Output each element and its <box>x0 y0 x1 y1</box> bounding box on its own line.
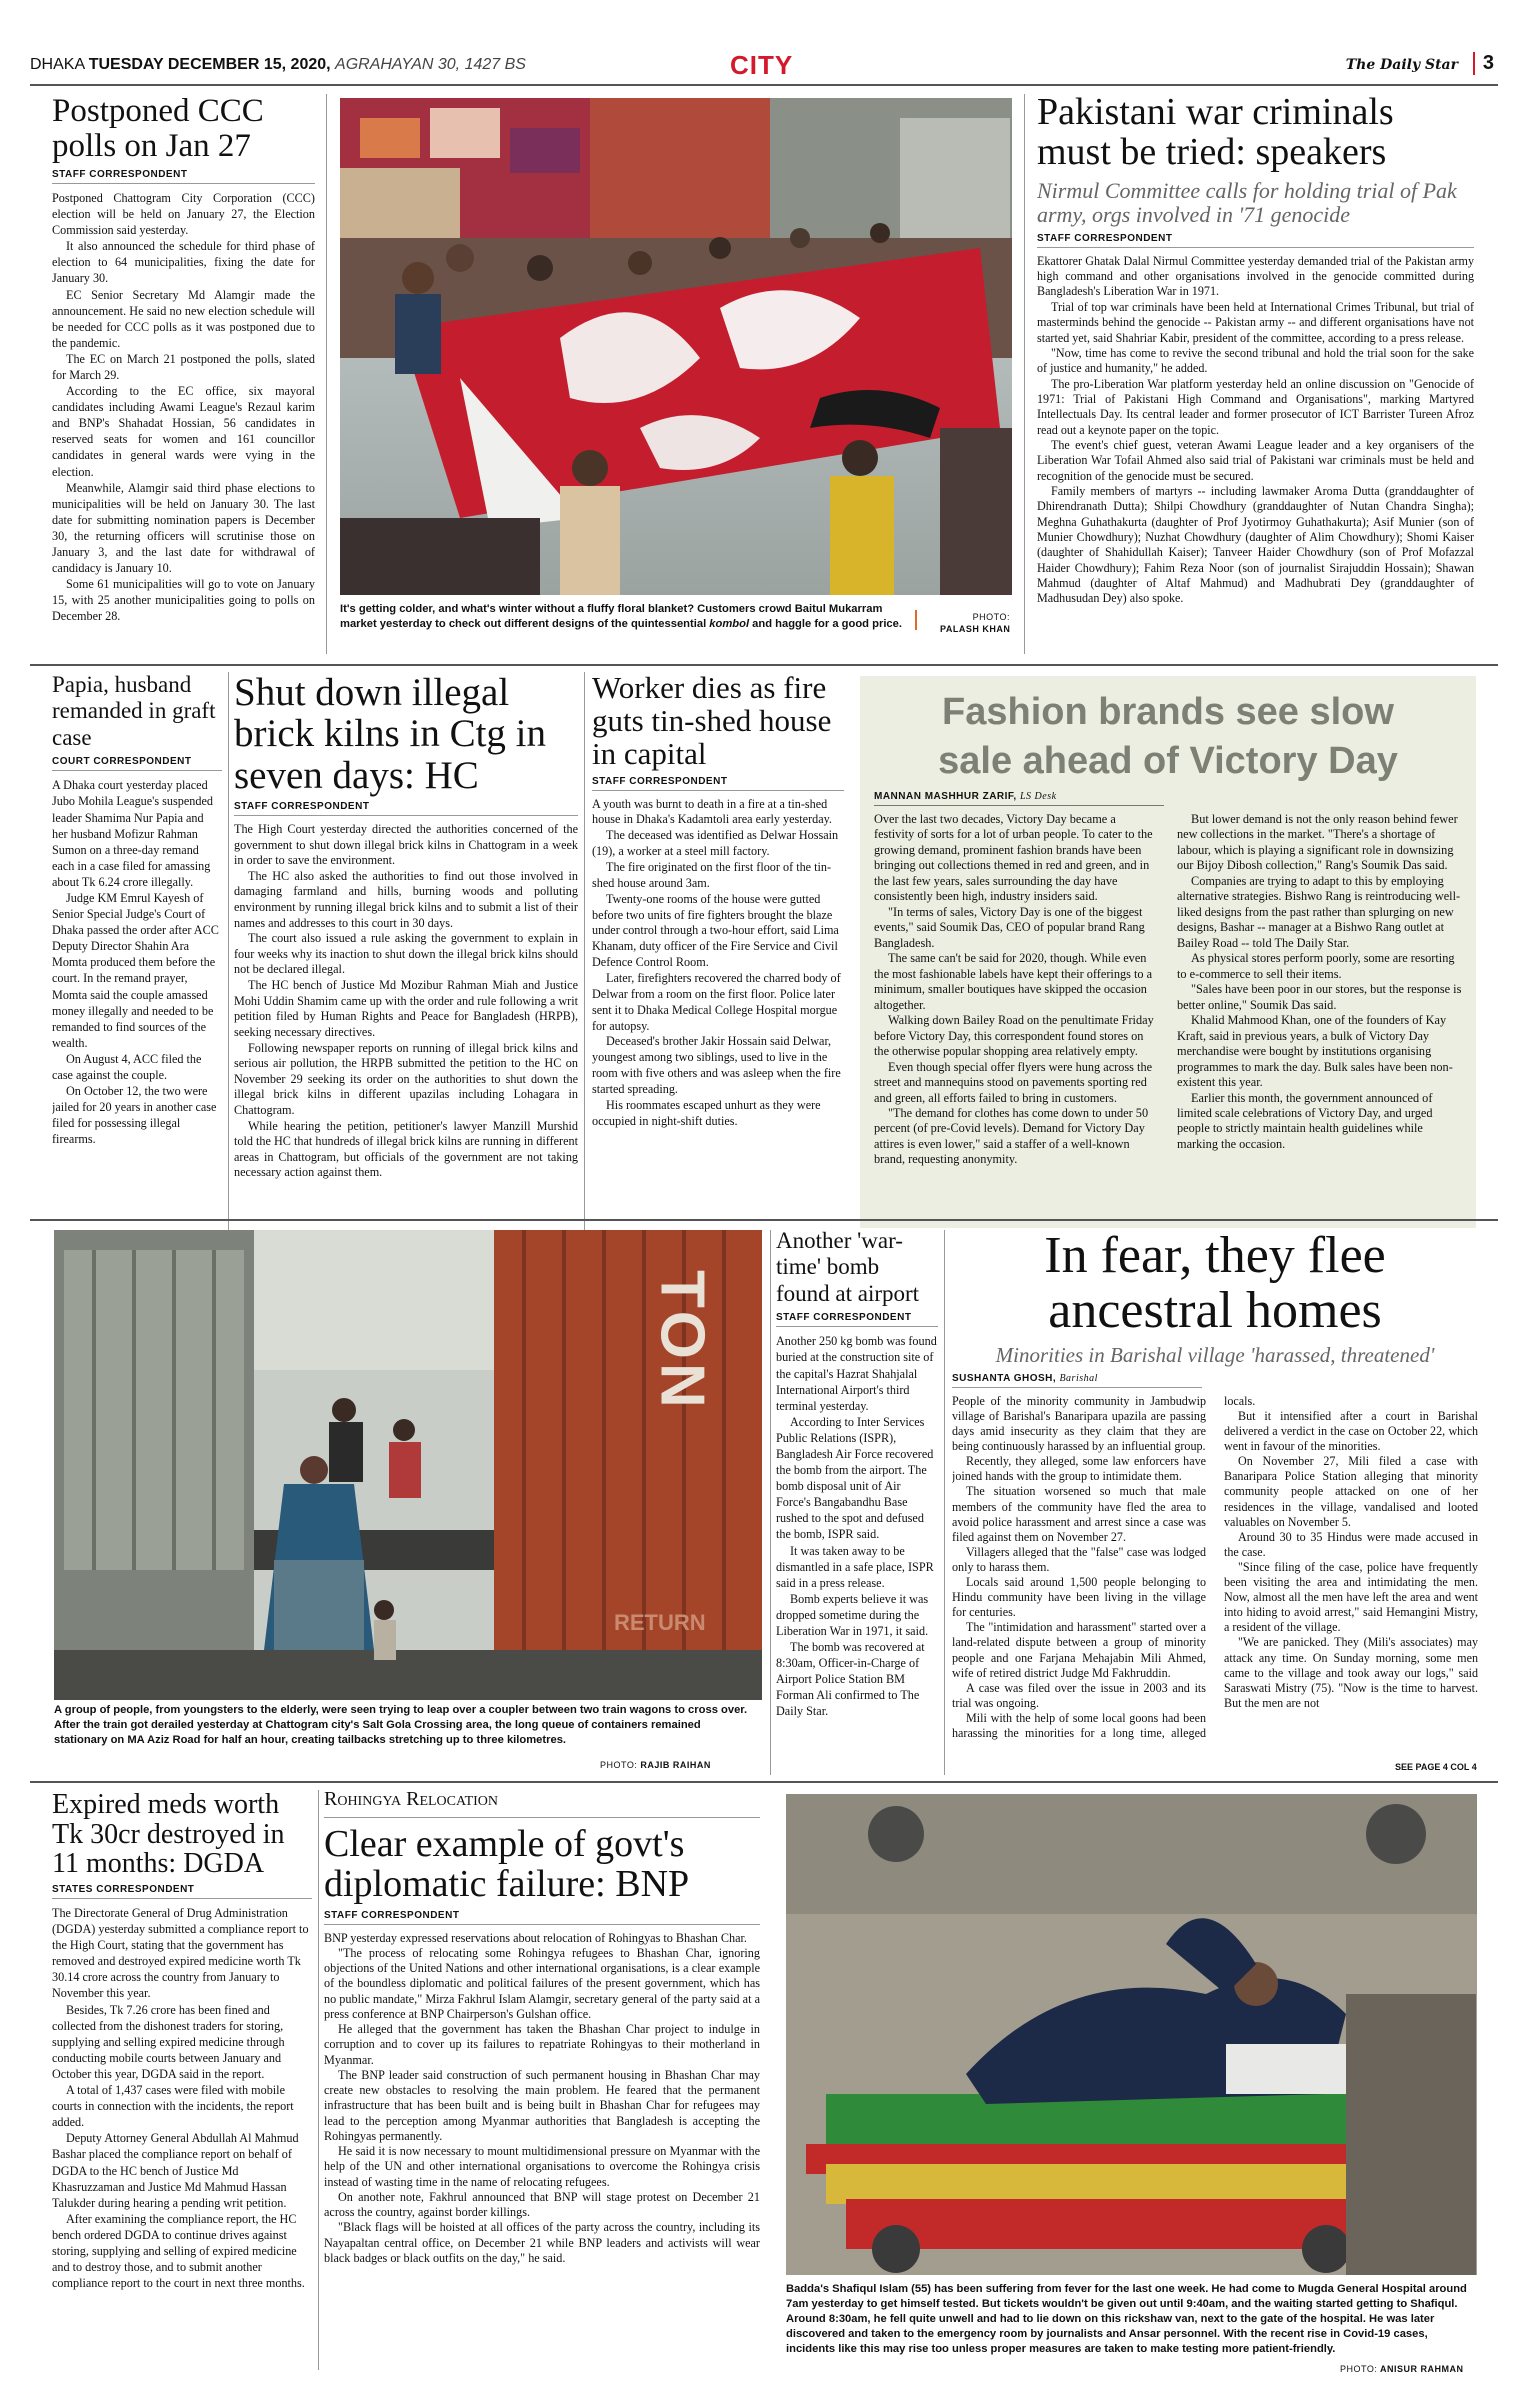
photo-train-wagons <box>54 1230 762 1700</box>
paper-logo: The Daily Star <box>1345 57 1458 73</box>
article-ccc <box>52 94 315 656</box>
headline: Clear example of govt's diplomatic failure: BNP <box>324 1823 690 1906</box>
byline: COURT CORRESPONDENT <box>52 756 222 771</box>
headline: Postponed CCC polls on Jan 27 <box>52 94 264 164</box>
kicker: Rohingya Relocation <box>324 1788 760 1818</box>
byline: SUSHANTA GHOSH, Barishal <box>952 1373 1202 1388</box>
masthead <box>30 48 1498 82</box>
photo-caption: Badda's Shafiqul Islam (55) has been suffering from fever for the last one week. He had come to Mugda General Hospital around 7am yesterday to get himself tested. But tickets wouldn't be given out until 9:40am, and the waiting started getting to Shafiqul. Around 8:30am, he fell quite unwell and had to lie down on this rickshaw van, next to the gate of the hospital. He was later discovered and taken to the emergency room by journalists and Ansar personnel. With the recent rise in Covid-19 cases, incidents like this may rise too unless proper measures are taken to make testing more patient-friendly. <box>786 2283 1467 2355</box>
caption-marker <box>915 610 917 630</box>
photo-credit: PHOTO: RAJIB RAIHAN <box>600 1760 711 1770</box>
article-body: BNP yesterday expressed reservations about relocation of Rohingyas to Bhashan Char. "The process of relocating some Rohingya refugees to Bhashan Char, ignoring objections of the United Nations and other international organisations, is a clear example of the boundless diplomatic and political failures of the present government, which has no public mandate," Mirza Fakhrul Islam Alamgir, secretary general of the party said at a press conference at BNP Chairperson's Gulshan office. He alleged that the government has taken the Bhashan Char project to indulge in corruption and to cover up its failures to repatriate Rohingyas to their motherland in Myanmar. The BNP leader said construction of such permanent housing in Bhashan Char may create new obstacles to resolving the main problem. He feared that the permanent infrastructure that has been built and is being built in Bhashan Char for refugees may lead to the perception among Myanmar authorities that Bangladesh is accepting the Rohingyas permanently. He said it is now necessary to mount multidimensional pressure on Myanmar with the help of the UN and other international organisations to overcome the Rohingya crisis instead of wasting time in the name of relocating refugees. On another note, Fakhrul announced that BNP will stage protest on December 21 across the country, against border killings. "Black flags will be hoisted at all offices of the party across the country, including its Nayapaltan central office, on December 21 while BNP leaders and activists will wear black badges or black outfits on the day," he said. <box>324 1930 760 2265</box>
photo-caption: A group of people, from youngsters to the elderly, were seen trying to leap over a coupler between two train wagons to cross over. After the train got derailed yesterday at Chattogram city's Salt Gola Crossing area, the long queue of containers remained stationary on MA Aziz Road for half an hour, creating tailbacks stretching up to three kilometres. <box>54 1704 748 1746</box>
divider <box>1024 94 1025 654</box>
divider <box>326 94 327 654</box>
article-body: The Directorate General of Drug Administration (DGDA) yesterday submitted a compliance report to the High Court, stating that the government has removed and destroyed expired medicine worth Tk 30.14 crore across the country from January to November this year. Besides, Tk 7.26 crore has been fined and collected from the dishonest traders for storing, supplying and selling expired medicine through conducting mobile courts between January and October this year, DGDA said in the report. A total of 1,437 cases were filed with mobile courts in connection with the incidents, the report added. Deputy Attorney General Abdullah Al Mahmud Bashar placed the compliance report on behalf of DGDA to the HC bench of Justice Md Khasruzzaman and Justice Md Mahmud Hassan Talukder during hearing a pending writ petition. After examining the compliance report, the HC bench ordered DGDA to continue drives against storing, supplying and selling of expired medicine and to destroy those, and to submit another compliance report to the court in next three months. <box>52 1906 309 2291</box>
headline: Pakistani war criminals must be tried: speakers <box>1037 92 1394 174</box>
article-body: Another 250 kg bomb was found buried at the construction site of the capital's Hazrat Shahjalal International Airport's third terminal yesterday. According to Inter Services Public Relations (ISPR), Bangladesh Air Force recovered the bomb from the airport. The bomb disposal unit of Air Force's Bangabandhu Base rushed to the spot and defused the bomb, ISPR said. It was taken away to be dismantled in a safe place, ISPR said in a press release. Bomb experts believe it was dropped sometime during the Liberation War in 1971, it said. The bomb was recovered at 8:30am, Officer-in-Charge of Airport Police Station BM Forman Ali confirmed to The Daily Star. <box>776 1334 937 1719</box>
byline: STATES CORRESPONDENT <box>52 1884 312 1899</box>
byline: MANNAN MASHHUR ZARIF, LS Desk <box>874 791 1164 806</box>
divider <box>584 672 585 1232</box>
section-title: CITY <box>730 50 794 80</box>
article-brick-kilns <box>234 672 578 1232</box>
article-body: A Dhaka court yesterday placed Jubo Mohila League's suspended leader Shamima Nur Papia and her husband Mofizur Rahman Sumon on a three-day remand each in a case filed for amassing about Tk 6.24 crore illegally. Judge KM Emrul Kayesh of Senior Special Judge's Court of Dhaka passed the order after ACC Deputy Director Shahin Ara Momta produced them before the court. In the remand prayer, Momta said the couple amassed money illegally and needed to be remanded to find sources of the wealth. On August 4, ACC filed the case against the couple. On October 12, the two were jailed for 20 years in another case filed for possessing illegal firearms. <box>52 778 219 1147</box>
article-fashion-brands <box>860 676 1476 1228</box>
rickshaw-patient-image <box>786 1794 1477 2275</box>
article-rohingya <box>324 1788 760 2376</box>
divider <box>944 1230 945 1775</box>
headline: In fear, they flee ancestral homes <box>1044 1228 1386 1340</box>
page-number: 3 <box>1473 52 1494 75</box>
container-lettering: TON <box>647 1270 717 1412</box>
divider <box>318 1790 319 2370</box>
masthead-rule <box>30 84 1498 86</box>
headline: Papia, husband remanded in graft case <box>52 672 216 750</box>
byline: STAFF CORRESPONDENT <box>1037 233 1474 248</box>
photo-credit: PHOTO: PALASH KHAN <box>940 612 1011 634</box>
byline: STAFF CORRESPONDENT <box>776 1312 938 1327</box>
subheadline: Minorities in Barishal village 'harassed, threatened' <box>995 1343 1435 1368</box>
article-war-criminals <box>1037 92 1474 657</box>
article-papia <box>52 672 222 1232</box>
byline: STAFF CORRESPONDENT <box>52 169 315 184</box>
article-body: A youth was burnt to death in a fire at a tin-shed house in Dhaka's Kadamtoli area early yesterday. The deceased was identified as Delwar Hossain (19), a worker at a steel mill factory. The fire originated on the first floor of the tin-shed house around 3am. Twenty-one rooms of the house were gutted before two units of fire fighters brought the blaze under control through a two-hour effort, said Lima Khanam, duty officer of the Fire Service and Civil Defence Control Room. Later, firefighters recovered the charred body of Delwar from a room on the first floor. Police later sent it to Dhaka Medical College Hospital morgue for autopsy. Deceased's brother Jakir Hossain said Delwar, youngest among two siblings, used to live in the room with five others and was asleep when the fire started spreading. His roommates escaped unhurt as they were occupied in night-shift duties. <box>592 796 841 1128</box>
headline: Fashion brands see slow sale ahead of Victory Day <box>938 691 1398 783</box>
continued-label[interactable]: SEE PAGE 4 COL 4 <box>1395 1762 1477 1772</box>
blanket-market-image <box>340 98 1012 595</box>
byline: STAFF CORRESPONDENT <box>592 776 844 791</box>
article-body: The High Court yesterday directed the authorities concerned of the government to shut down illegal brick kilns in Chattogram in a week in order to save the environment. The HC also asked the authorities to find out those involved in damaging farmland and hills, burning woods and polluting environment by running illegal brick kilns and to submit a list of their names and addresses to this court in 30 days. The court also issued a rule asking the government to explain in four weeks why its inaction to shut down the illegal brick kilns should not be declared illegal. The HC bench of Justice Md Mozibur Rahman Miah and Justice Mohi Uddin Shamim came up with the order and rule following a writ petition filed by Human Rights and Peace for Bangladesh (HRPB), seeking necessary directives. Following newspaper reports on running of illegal brick kilns and serious air pollution, the HRPB submitted the petition to the HC on November 29 seeking its order on the authorities to shut down the illegal brick kilns in different upazilas including Lohagara in Chattogram. While hearing the petition, petitioner's lawyer Manzill Murshid told the HC that hundreds of illegal brick kilns are running in different areas in Chattogram, but officials of the government are not taking necessary action against them. <box>234 821 578 1180</box>
byline: STAFF CORRESPONDENT <box>234 801 578 816</box>
dateline: DHAKA TUESDAY DECEMBER 15, 2020, AGRAHAYAN 30, 1427 BS <box>30 56 526 73</box>
article-in-fear <box>952 1228 1478 1778</box>
byline: STAFF CORRESPONDENT <box>324 1910 760 1925</box>
train-wagons-image <box>54 1230 762 1700</box>
photo-blanket-market <box>340 98 1012 595</box>
container-lettering-2: RETURN <box>614 1610 706 1635</box>
article-body: Over the last two decades, Victory Day became a festivity of sorts for a lot of urban people. To cater to the growing demand, prominent fashion brands have been bringing out collections themed in red and green, and in the last few years, sales surrounding the day have consistently been high, industry insiders said. "In terms of sales, Victory Day is one of the biggest events," said Soumik Das, CEO of popular brand Rang Bangladesh. The same can't be said for 2020, though. While even the most fashionable labels have kept their offerings to a minimum, smaller boutiques have skipped the occasion altogether. Walking down Bailey Road on the penultimate Friday before Victory Day, this correspondent found stores on the otherwise popular shopping area relatively empty. Even though special offer flyers were hung across the street and mannequins stood on pavements sporting red and green, all efforts failed to bring in customers. "The demand for clothes has come down to under 50 percent (of pre-Covid levels). Demand for Victory Day attires is even lower," said a staffer of a well-known brand, requesting anonymity. But lower demand is not the only reason behind fewer new collections in the market. "There's a shortage of labour, which is playing a significant role in downsizing our Bijoy Dibosh collection," Rang's Soumik Das said. Companies are trying to adapt to this by employing alternative strategies. Bishwo Rang is reintroducing well-liked designs from the past rather than splurging on new designs, Bashar -- manager at a Bishwo Rang outlet at Bailey Road -- told The Daily Star. As physical stores perform poorly, some are resorting to e-commerce to sell their items. "Sales have been poor in our stores, but the response is better online," Soumik Das said. Khalid Mahmood Khan, one of the founders of Kay Kraft, said in previous years, a bulk of Victory Day merchandise were bought by institutions organising programmes to mark the day. Bulk sales have been non-existent this year. Earlier this month, the government announced of limited scale celebrations of Victory Day, and urged people to strictly maintain health guidelines while marking the occasion. <box>874 811 1462 1167</box>
article-worker-fire <box>592 672 844 1232</box>
photo-credit: PHOTO: ANISUR RAHMAN <box>1340 2364 1464 2374</box>
subheadline: Nirmul Committee calls for holding trial of Pak army, orgs involved in '71 genocide <box>1037 177 1457 228</box>
article-body: People of the minority community in Jambudwip village of Barishal's Banaripara upazila are passing days amid insecurity as they claim that they are being continuously harassed by an influential group. Recently, they alleged, some law enforcers have joined hands with the group to intimidate them. The situation worsened so much that male members of the community have fled the area to avoid police harassment and arrest since a case was filed against them on November 27. Villagers alleged that the "false" case was lodged only to harass them. Locals said around 1,500 people belonging to Hindu community have been living in the village for centuries. The "intimidation and harassment" started over a land-related dispute between a group of minority people and one Farjana Mehajabin Mili Ahmed, wife of retired district Judge Md Fakhruddin. A case was filed over the issue in 2003 and its trial was ongoing. Mili with the help of some local goons had been harassing the minorities for a long time, alleged locals. But it intensified after a court in Barishal delivered a verdict in the case on October 22, which went in favour of the minorities. On November 27, Mili filed a case with Banaripara Police Station alleging that minority community people attacked on one of her residences in the village, vandalised and looted valuables on November 5. Around 30 to 35 Hindus were made accused in the case. "Since filing of the case, police have frequently been visiting the area and intimidating the men. Now, almost all the men have left the area and went into hiding to avoid arrest," said Hemangini Mistry, a resident of the village. "We are panicked. They (Mili's associates) may attack any time. On Sunday morning, some men came to the village and took away our logs," said Saraswati Mistry (75). "Now is the time to harvest. But the men are not <box>952 1393 1478 1741</box>
divider <box>770 1230 771 1775</box>
article-body: Ekattorer Ghatak Dalal Nirmul Committee yesterday demanded trial of the Pakistan army high command and other organisations involved in the genocide committed during Bangladesh's Liberation War in 1971. Trial of top war criminals have been held at International Crimes Tribunal, but trial of masterminds behind the genocide -- Pakistan army -- and different organisations have not started yet, said Shahriar Kabir, president of the committee, according to a press release. "Now, time has come to revive the second tribunal and hold the trial soon for the sake of justice and humanity," he added. The pro-Liberation War platform yesterday held an online discussion on "Genocide of 1971: Trial of Pakistani High Command and Organisations", marking Martyred Intellectuals Day. Its central leader and former prosecutor of ICT Barrister Tureen Afroz read out a keynote paper on the topic. The event's chief guest, veteran Awami League leader and a key organisers of the Liberation War Tofail Ahmed also said trial of Pakistani war criminals must be held and recognition of the genocide must be secured. Family members of martyrs -- including lawmaker Aroma Dutta (granddaughter of Dhirendranath Dutta); Shilpi Chowdhury (granddaughter of Nutan Chandra Singha); Meghna Guhathakurta (daughter of Prof Jyotirmoy Guhathakurta); Asif Munier (son of Munier Chowdhury); Nuzhat Chowdhury (daughter of Alim Chowdhury); Shomi Kaiser (daughter of Shahidullah Kaiser); Tanveer Haider Chowdhury (son of Prof Mofazzal Haider Chowdhury); Fahim Reza Noor (son of journalist Sirajuddin Hossain); Shawan Mahmud (daughter of Altaf Mahmud) and Madhubrati Dey (granddaughter of Madhusudan Dey) also spoke. <box>1037 253 1474 606</box>
article-body: Postponed Chattogram City Corporation (CCC) election will be held on January 27, the Election Commission said yesterday. It also announced the schedule for third phase of election to 64 municipalities, fixing the date for January 30. EC Senior Secretary Md Alamgir made the announcement. He said no new election schedule will be needed for CCC polls as it was postponed due to the pandemic. The EC on March 21 postponed the polls, slated for March 29. According to the EC office, six mayoral candidates including Awami League's Rezaul karim and BNP's Shahadat Hossian, 56 candidates in reserved seats for women and 161 councillor candidates in general wards were vying in the election. Meanwhile, Alamgir said third phase elections to municipalities will be held on January 30. The last date for submitting nomination papers is December 30, the returning officers will scrutinise those on January 3, and the last date for withdrawal of candidacy is January 10. Some 61 municipalities will go to vote on January 15, with 25 another municipalities going to polls on December 28. <box>52 190 315 624</box>
row-rule <box>30 664 1498 666</box>
headline: Shut down illegal brick kilns in Ctg in seven days: HC <box>234 672 546 797</box>
row-rule <box>30 1781 1498 1783</box>
photo-rickshaw-patient <box>786 1794 1477 2275</box>
headline: Another 'war-time' bomb found at airport <box>776 1228 920 1306</box>
headline: Worker dies as fire guts tin-shed house in capital <box>592 672 832 771</box>
article-expired-meds <box>52 1790 312 2375</box>
headline: Expired meds worth Tk 30cr destroyed in 11 months: DGDA <box>52 1790 285 1880</box>
article-bomb <box>776 1228 938 1776</box>
row-rule <box>30 1219 1498 1221</box>
photo-caption: It's getting colder, and what's winter without a fluffy floral blanket? Customers crowd Baitul Mukarram market yesterday to check out different designs of the quintessential kombol and haggle for a good price. <box>340 603 902 630</box>
divider <box>228 672 229 1232</box>
